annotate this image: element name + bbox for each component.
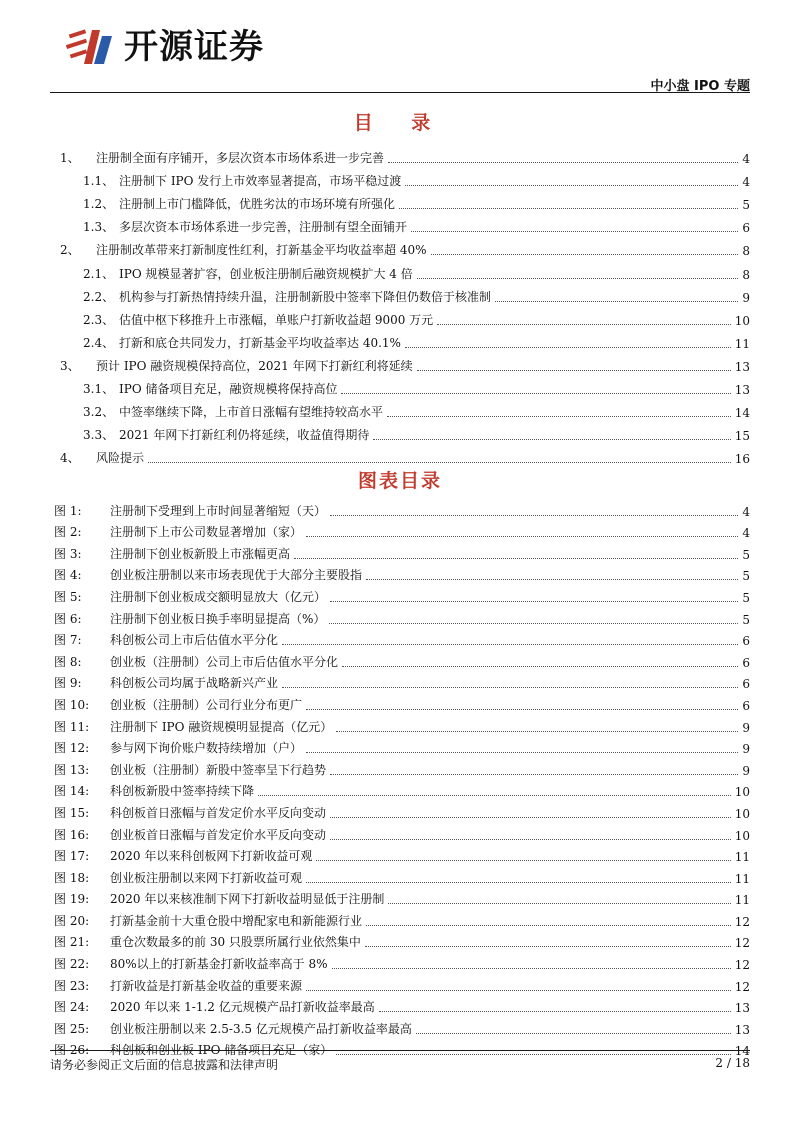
figure-entry-page: 6 <box>742 698 750 713</box>
dot-leader <box>330 774 738 775</box>
dot-leader <box>431 254 739 255</box>
figure-entry[interactable] <box>50 907 750 929</box>
figure-entry[interactable] <box>50 994 750 1016</box>
figure-entry-number: 图 8: <box>54 654 82 669</box>
figure-entry-number: 图 6: <box>54 611 82 626</box>
dot-leader <box>282 644 738 645</box>
figure-entry-title: 科创板公司均属于战略新兴产业 <box>110 676 279 691</box>
toc-entry-title: 多层次资本市场体系进一步完善，注册制有望全面铺开 <box>119 220 408 235</box>
figure-entry[interactable] <box>50 691 750 713</box>
dot-leader <box>306 882 731 883</box>
figure-entry[interactable] <box>50 540 750 562</box>
dot-leader <box>282 687 738 688</box>
toc-entry-page: 8 <box>742 244 750 259</box>
dot-leader <box>417 370 731 371</box>
toc-entry-number: 3.3、 <box>83 428 115 443</box>
dot-leader <box>365 946 731 947</box>
figure-entry-title: 注册制下创业板日换手率明显提高（%） <box>110 611 326 626</box>
dot-leader <box>306 752 738 753</box>
dot-leader <box>258 795 731 796</box>
figure-entry[interactable] <box>50 929 750 951</box>
toc-entry-title: 预计 IPO 融资规模保持高位，2021 年网下打新红利将延续 <box>96 358 413 373</box>
figure-entry[interactable] <box>50 713 750 735</box>
dot-leader <box>330 839 731 840</box>
figure-entry[interactable] <box>50 778 750 800</box>
figure-entry-title: 注册制下上市公司数显著增加（家） <box>110 525 303 540</box>
dot-leader <box>294 558 738 559</box>
figure-entry-title: 注册制下创业板新股上市涨幅更高 <box>110 546 291 561</box>
toc-entry-page: 4 <box>742 152 750 167</box>
figure-entry[interactable] <box>50 562 750 584</box>
figure-entry-title: 创业板（注册制）新股中签率呈下行趋势 <box>110 762 327 777</box>
figure-entry-page: 10 <box>734 785 750 800</box>
toc-entry-page: 6 <box>742 221 750 236</box>
toc-entry[interactable] <box>50 166 750 189</box>
dot-leader <box>341 393 730 394</box>
figure-entry[interactable] <box>50 735 750 757</box>
dot-leader <box>148 462 731 463</box>
figure-entry[interactable] <box>50 886 750 908</box>
figure-entry-page: 11 <box>734 871 750 886</box>
toc-entry-number: 1.3、 <box>83 220 115 235</box>
toc-entry[interactable] <box>50 212 750 235</box>
page-indicator: 2 / 18 <box>715 1056 750 1070</box>
toc-entry-title: 注册制全面有序铺开，多层次资本市场体系进一步完善 <box>96 151 385 166</box>
figure-entry[interactable] <box>50 648 750 670</box>
figure-entry-title: 创业板注册制以来 2.5-3.5 亿元规模产品打新收益率最高 <box>110 1021 412 1036</box>
figure-entry-number: 图 21: <box>54 935 90 950</box>
logo-mark-icon <box>66 26 114 68</box>
figure-entry-page: 5 <box>742 569 750 584</box>
toc-entry-page: 4 <box>742 175 750 190</box>
figure-entry-page: 6 <box>742 677 750 692</box>
toc-entry-number: 1、 <box>60 151 80 166</box>
dot-leader <box>330 601 738 602</box>
figure-entry[interactable] <box>50 497 750 519</box>
figure-entry-title: 创业板（注册制）公司上市后估值水平分化 <box>110 654 339 669</box>
dot-leader <box>417 278 739 279</box>
toc-entry[interactable] <box>50 305 750 328</box>
dot-leader <box>316 860 730 861</box>
figure-entry-number: 图 10: <box>54 697 90 712</box>
figure-entry[interactable] <box>50 670 750 692</box>
figure-entry-number: 图 5: <box>54 589 82 604</box>
toc-entry-title: 估值中枢下移推升上市涨幅，单账户打新收益超 9000 万元 <box>119 312 434 327</box>
toc-entry-number: 2.3、 <box>83 312 115 327</box>
dot-leader <box>306 990 731 991</box>
toc-entry-number: 4、 <box>60 451 80 466</box>
toc-entry-number: 2.1、 <box>83 266 115 281</box>
figure-entry[interactable] <box>50 605 750 627</box>
toc-entry[interactable] <box>50 374 750 397</box>
dot-leader <box>373 439 730 440</box>
figure-entry-title: 打新收益是打新基金收益的重要来源 <box>110 978 303 993</box>
figure-entry-title: 科创板公司上市后估值水平分化 <box>110 633 279 648</box>
toc-list <box>50 143 750 466</box>
dot-leader <box>306 709 738 710</box>
toc-entry-title: IPO 储备项目充足，融资规模将保持高位 <box>119 382 338 397</box>
figure-entry-number: 图 20: <box>54 913 90 928</box>
figure-entry-number: 图 18: <box>54 870 90 885</box>
figure-entry-title: 科创板首日涨幅与首发定价水平反向变动 <box>110 805 327 820</box>
figure-entry-number: 图 17: <box>54 849 90 864</box>
figure-entry-page: 6 <box>742 634 750 649</box>
figure-entry-number: 图 24: <box>54 1000 90 1015</box>
footer-divider <box>50 1050 750 1051</box>
company-name: 开源证券 <box>124 27 264 67</box>
figure-entry-title: 注册制下受理到上市时间显著缩短（天） <box>110 503 327 518</box>
dot-leader <box>336 1054 730 1055</box>
toc-entry-title: 注册制改革带来打新制度性红利，打新基金平均收益率超 40% <box>96 243 427 258</box>
figure-entry[interactable] <box>50 821 750 843</box>
figure-entry-page: 14 <box>734 1044 750 1059</box>
figure-entry-page: 12 <box>734 958 750 973</box>
toc-entry-page: 15 <box>734 429 750 444</box>
figure-entry-page: 11 <box>734 850 750 865</box>
dot-leader <box>366 925 731 926</box>
figure-entry-title: 注册制下创业板成交额明显放大（亿元） <box>110 589 327 604</box>
toc-entry[interactable] <box>50 443 750 466</box>
toc-entry-title: 注册制下 IPO 发行上市效率显著提高，市场平稳过渡 <box>119 174 402 189</box>
figure-entry-page: 10 <box>734 828 750 843</box>
toc-entry[interactable] <box>50 282 750 305</box>
figure-entry-page: 12 <box>734 914 750 929</box>
figure-entry-number: 图 3: <box>54 546 82 561</box>
toc-entry-page: 9 <box>742 290 750 305</box>
figure-entry-number: 图 11: <box>54 719 90 734</box>
dot-leader <box>437 324 731 325</box>
figure-list-title: 图表目录 <box>357 470 442 492</box>
figure-entry[interactable] <box>50 843 750 865</box>
figure-entry[interactable] <box>50 864 750 886</box>
figure-entry-number: 图 7: <box>54 633 82 648</box>
figure-entry-title: 2020 年以来 1-1.2 亿元规模产品打新收益率最高 <box>110 1000 375 1015</box>
toc-entry[interactable] <box>50 420 750 443</box>
company-logo <box>66 22 264 72</box>
figure-entry[interactable] <box>50 950 750 972</box>
figure-entry-page: 13 <box>734 1001 750 1016</box>
figure-entry-page: 12 <box>734 979 750 994</box>
figure-entry-page: 6 <box>742 655 750 670</box>
figure-entry[interactable] <box>50 799 750 821</box>
toc-title: 目 录 <box>353 112 447 134</box>
report-type-label: 中小盘 IPO 专题 <box>650 79 750 94</box>
figure-entry-title: 80%以上的打新基金打新收益率高于 8% <box>110 957 328 972</box>
figure-entry-title: 参与网下询价账户数持续增加（户） <box>110 741 303 756</box>
toc-entry-number: 3、 <box>60 358 80 373</box>
figure-entry-page: 5 <box>742 590 750 605</box>
figure-entry-page: 13 <box>734 1022 750 1037</box>
figure-entry-title: 创业板注册制以来网下打新收益可观 <box>110 870 303 885</box>
figure-entry-title: 2020 年以来科创板网下打新收益可观 <box>110 849 313 864</box>
figure-entry-number: 图 4: <box>54 568 82 583</box>
figure-entry-number: 图 12: <box>54 741 90 756</box>
figure-entry-title: 科创板和创业板 IPO 储备项目充足（家） <box>110 1043 333 1058</box>
dot-leader <box>330 817 731 818</box>
figure-entry-page: 4 <box>742 504 750 519</box>
dot-leader <box>405 347 731 348</box>
figure-entry-page: 9 <box>742 763 750 778</box>
toc-entry-page: 8 <box>742 267 750 282</box>
figure-entry-title: 科创板新股中签率持续下降 <box>110 784 255 799</box>
figure-entry-title: 重仓次数最多的前 30 只股票所属行业依然集中 <box>110 935 361 950</box>
dot-leader <box>306 536 738 537</box>
figure-entry-title: 注册制下 IPO 融资规模明显提高（亿元） <box>110 719 333 734</box>
figure-entry-title: 创业板注册制以来市场表现优于大部分主要股指 <box>110 568 363 583</box>
toc-entry-page: 10 <box>734 313 750 328</box>
toc-entry-number: 3.2、 <box>83 405 115 420</box>
figure-entry-page: 12 <box>734 936 750 951</box>
toc-entry[interactable] <box>50 258 750 281</box>
figure-entry[interactable] <box>50 1015 750 1037</box>
figure-entry-title: 打新基金前十大重仓股中增配家电和新能源行业 <box>110 913 363 928</box>
dot-leader <box>405 185 738 186</box>
toc-entry-title: 机构参与打新热情持续升温，注册制新股中签率下降但仍数倍于核准制 <box>119 289 492 304</box>
figure-entry-number: 图 13: <box>54 762 90 777</box>
figure-entry[interactable] <box>50 972 750 994</box>
figure-entry-number: 图 1: <box>54 503 82 518</box>
figure-entry-number: 图 22: <box>54 957 90 972</box>
figure-entry-page: 5 <box>742 547 750 562</box>
dot-leader <box>495 301 738 302</box>
figure-entry-number: 图 9: <box>54 676 82 691</box>
figure-entry-number: 图 15: <box>54 805 90 820</box>
dot-leader <box>388 162 738 163</box>
dot-leader <box>366 579 738 580</box>
figure-entry[interactable] <box>50 756 750 778</box>
dot-leader <box>388 903 730 904</box>
dot-leader <box>330 515 738 516</box>
toc-entry-number: 2、 <box>60 243 80 258</box>
toc-entry-page: 11 <box>734 336 750 351</box>
figure-entry-number: 图 19: <box>54 892 90 907</box>
dot-leader <box>399 208 738 209</box>
figure-entry-page: 10 <box>734 806 750 821</box>
footer-disclaimer: 请务必参阅正文后面的信息披露和法律声明 <box>50 1058 279 1072</box>
toc-entry-page: 13 <box>734 359 750 374</box>
figure-entry-number: 图 14: <box>54 784 90 799</box>
dot-leader <box>336 731 738 732</box>
toc-entry-title: 打新和底仓共同发力，打新基金平均收益率达 40.1% <box>119 335 401 350</box>
figure-entry[interactable] <box>50 583 750 605</box>
figure-entry[interactable] <box>50 519 750 541</box>
dot-leader <box>416 1033 731 1034</box>
toc-entry-page: 13 <box>734 383 750 398</box>
dot-leader <box>329 623 738 624</box>
figure-entry-title: 创业板（注册制）公司行业分布更广 <box>110 697 303 712</box>
toc-entry-number: 3.1、 <box>83 382 115 397</box>
figure-entry-title: 2020 年以来核准制下网下打新收益明显低于注册制 <box>110 892 385 907</box>
figure-entry[interactable] <box>50 627 750 649</box>
header-divider <box>50 92 750 93</box>
dot-leader <box>379 1011 731 1012</box>
toc-entry-title: IPO 规模显著扩容，创业板注册制后融资规模扩大 4 倍 <box>119 266 413 281</box>
toc-entry-title: 2021 年网下打新红利仍将延续，收益值得期待 <box>119 428 370 443</box>
toc-entry[interactable] <box>50 397 750 420</box>
figure-entry-number: 图 16: <box>54 827 90 842</box>
figure-entry-number: 图 26: <box>54 1043 90 1058</box>
dot-leader <box>342 666 738 667</box>
toc-entry[interactable] <box>50 143 750 166</box>
toc-entry-number: 1.1、 <box>83 174 115 189</box>
toc-entry-page: 16 <box>734 452 750 467</box>
dot-leader <box>411 231 738 232</box>
toc-entry-number: 1.2、 <box>83 197 115 212</box>
toc-entry[interactable] <box>50 189 750 212</box>
dot-leader <box>332 968 731 969</box>
toc-entry-number: 2.2、 <box>83 289 115 304</box>
figure-entry-page: 5 <box>742 612 750 627</box>
toc-entry-title: 风险提示 <box>96 451 145 466</box>
toc-entry[interactable] <box>50 328 750 351</box>
figure-entry-page: 9 <box>742 720 750 735</box>
figure-entry-number: 图 23: <box>54 978 90 993</box>
figure-entry-number: 图 25: <box>54 1021 90 1036</box>
toc-entry-page: 5 <box>742 198 750 213</box>
figure-list <box>50 497 750 1058</box>
figure-entry-title: 创业板首日涨幅与首发定价水平反向变动 <box>110 827 327 842</box>
toc-entry-number: 2.4、 <box>83 335 115 350</box>
toc-entry-title: 中签率继续下降，上市首日涨幅有望维持较高水平 <box>119 405 384 420</box>
figure-entry-page: 9 <box>742 742 750 757</box>
dot-leader <box>387 416 731 417</box>
figure-entry-page: 4 <box>742 526 750 541</box>
figure-entry-number: 图 2: <box>54 525 82 540</box>
toc-entry-title: 注册制上市门槛降低，优胜劣汰的市场环境有所强化 <box>119 197 396 212</box>
toc-entry-page: 14 <box>734 406 750 421</box>
figure-entry-page: 11 <box>734 893 750 908</box>
toc-entry[interactable] <box>50 235 750 258</box>
toc-entry[interactable] <box>50 351 750 374</box>
